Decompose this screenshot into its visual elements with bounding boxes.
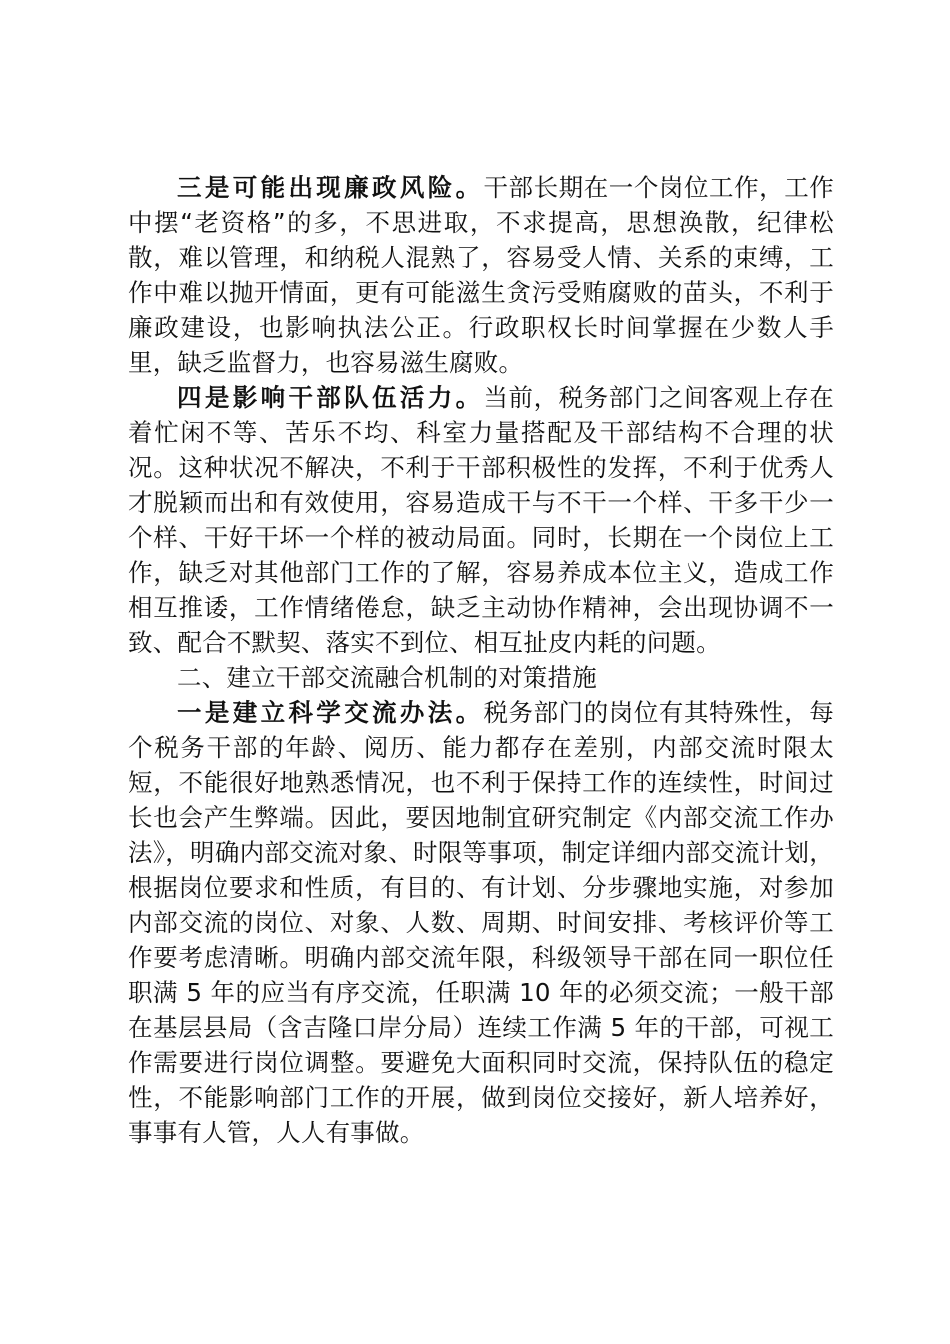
section-heading: 二、建立干部交流融合机制的对策措施: [177, 663, 597, 692]
paragraph-lead: 四是影响干部队伍活力。: [177, 383, 484, 412]
paragraph-body: 税务部门的岗位有其特殊性，每个税务干部的年龄、阅历、能力都存在差别，内部交流时限太短，不能很好地熟悉情况，也不利于保持工作的连续性，时间过长也会产生弊端。因此，要因地制宜研究制定《内部交流工作办法》，明确内部交流对象、时限等事项，制定详细内部交流计划，根据岗位要求和性质，有目的、有计划、分步骤地实施，对参加内部交流的岗位、对象、人数、周期、时间安排、考核评价等工作要考虑清晰。明确内部交流年限，科级领导干部在同一职位任职满 5 年的应当有序交流，任职满 10 年的必须交流；一般干部在基层县局（含吉隆口岸分局）连续工作满 5 年的干部，可视工作需要进行岗位调整。要避免大面积同时交流，保持队伍的稳定性，不能影响部门工作的开展，做到岗位交接好，新人培养好，事事有人管，人人有事做。: [128, 698, 834, 1147]
document-page: [128, 170, 834, 1150]
paragraph-team-vitality: [128, 380, 834, 660]
paragraph-lead: 一是建立科学交流办法。: [177, 698, 484, 727]
paragraph-body: 当前，税务部门之间客观上存在着忙闲不等、苦乐不均、科室力量搭配及干部结构不合理的状况。这种状况不解决，不利于干部积极性的发挥，不利于优秀人才脱颖而出和有效使用，容易造成干与不干一个样、干多干少一个样、干好干坏一个样的被动局面。同时，长期在一个岗位上工作，缺乏对其他部门工作的了解，容易养成本位主义，造成工作相互推诿，工作情绪倦怠，缺乏主动协作精神，会出现协调不一致、配合不默契、落实不到位、相互扯皮内耗的问题。: [128, 383, 834, 657]
paragraph-integrity-risk: [128, 170, 834, 380]
paragraph-body: 干部长期在一个岗位工作，工作中摆“老资格”的多，不思进取，不求提高，思想涣散，纪律松散，难以管理，和纳税人混熟了，容易受人情、关系的束缚，工作中难以抛开情面，更有可能滋生贪污受贿腐败的苗头，不利于廉政建设，也影响执法公正。行政职权长时间掌握在少数人手里，缺乏监督力，也容易滋生腐败。: [128, 173, 834, 377]
paragraph-lead: 三是可能出现廉政风险。: [177, 173, 484, 202]
paragraph-exchange-method: [128, 695, 834, 1150]
